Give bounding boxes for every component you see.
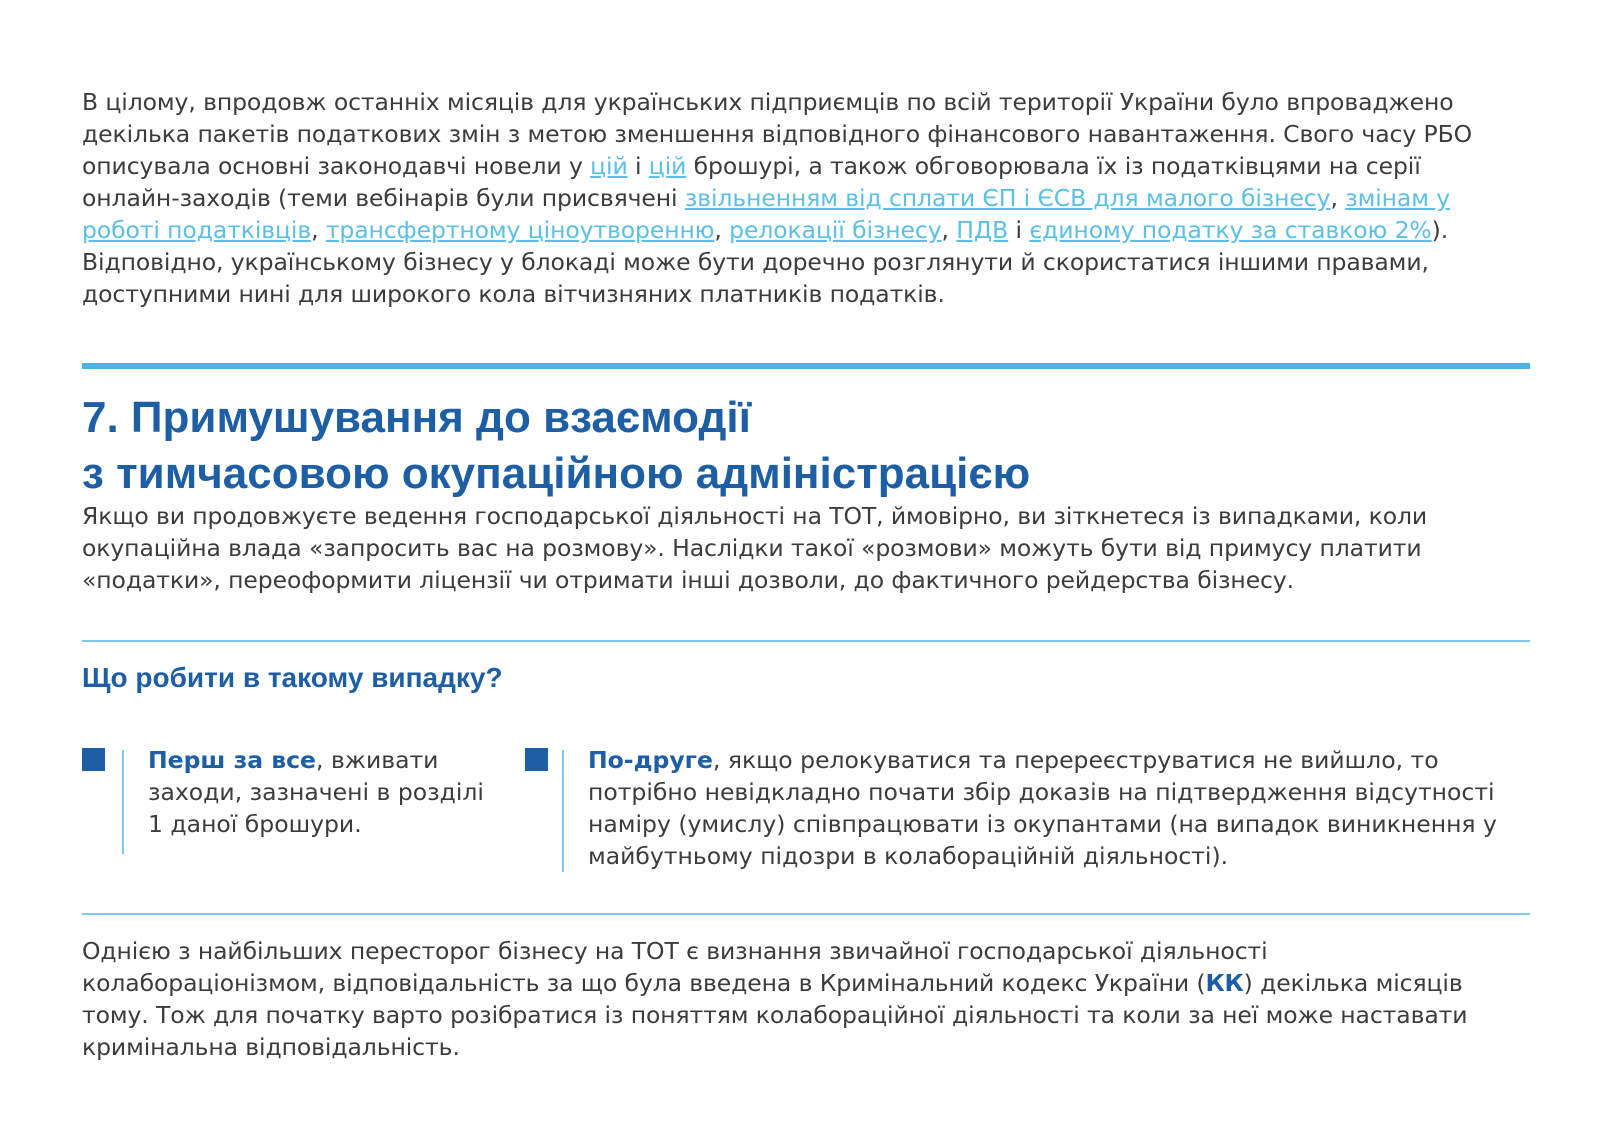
intro-text: брошурі, а також обговорювала їх із податківцями на серії онлайн-заходів (теми вебінарів були присвячені (82, 152, 1421, 212)
intro-paragraph (82, 86, 1522, 310)
divider (82, 640, 1530, 642)
brochure-link-2[interactable]: цій (648, 152, 687, 180)
step-1-text: , вживати заходи, зазначені в розділі 1 даної брошури. (148, 746, 484, 838)
closing-text: ) декілька місяців тому. Тож для початку варто розібратися із поняттям колабораційної діяльності та коли за неї може наставати кримінальна відповідальність. (82, 969, 1468, 1061)
step-bar (562, 750, 564, 872)
webinar-link-ep-esv[interactable]: звільненням від сплати ЄП і ЄСВ для малого бізнесу (684, 184, 1331, 212)
step-bar (122, 750, 124, 854)
step-2 (588, 744, 1528, 872)
webinar-link-vat[interactable]: ПДВ (956, 216, 1009, 244)
kk-abbreviation: КК (1205, 969, 1244, 997)
webinar-link-transfer-pricing[interactable]: трансфертному ціноутворенню (325, 216, 715, 244)
question-heading: Що робити в такому випадку? (82, 662, 503, 693)
divider (82, 913, 1530, 915)
closing-text: Однією з найбільших пересторог бізнесу на ТОТ є визнання звичайної господарської діяльності колабораціонізмом, відповідальність за що була введена в Кримінальний кодекс України ( (82, 937, 1268, 997)
webinar-link-tax-office[interactable]: змінам у роботі податківців (82, 184, 1451, 244)
intro-text: і (1008, 216, 1030, 244)
section-title (82, 390, 1030, 502)
webinar-link-relocation[interactable]: релокації бізнесу (729, 216, 942, 244)
section-title-line-2: з тимчасовою окупаційною адміністрацією (82, 449, 1031, 498)
intro-text: і (627, 152, 649, 180)
brochure-link-1[interactable]: цій (590, 152, 628, 180)
step-1-lead: Перш за все (148, 746, 316, 774)
intro-text: В цілому, впродовж останніх місяців для українських підприємців по всій території України було впроваджено декілька пакетів податкових змін з метою зменшення відповідного фінансового навантаження. Свого часу РБО описувала основні законодавчі новели у (82, 88, 1472, 180)
step-1 (148, 744, 498, 840)
bullet-square (525, 748, 548, 771)
intro-text: , (941, 216, 957, 244)
intro-text: ). Відповідно, українському бізнесу у блокаді може бути доречно розглянути й скористатися іншими правами, доступними нині для широкого кола вітчизняних платників податків. (82, 216, 1449, 308)
webinar-link-single-tax[interactable]: єдиному податку за ставкою 2% (1029, 216, 1432, 244)
section-divider (82, 363, 1530, 369)
section-title-line-1: 7. Примушування до взаємодії (82, 393, 751, 442)
intro-text: , (1330, 184, 1346, 212)
closing-paragraph (82, 935, 1502, 1063)
intro-text: , (714, 216, 730, 244)
section-body: Якщо ви продовжуєте ведення господарської діяльності на ТОТ, ймовірно, ви зіткнетеся із випадками, коли окупаційна влада «запросить вас на розмову». Наслідки такої «розмови» можуть бути від примусу платити «податки», переоформити ліцензії чи отримати інші дозволи, до фактичного рейдерства бізнесу. (82, 502, 1428, 594)
intro-text: , (311, 216, 326, 244)
step-2-text: , якщо релокуватися та перереєструватися не вийшло, то потрібно невідкладно почати збір доказів на підтвердження відсутності наміру (умислу) співпрацювати із окупантами (на випадок виникнення у майбутньому підозри в колабораційній діяльності). (588, 746, 1497, 870)
step-2-lead: По-друге (588, 746, 713, 774)
bullet-square (82, 748, 105, 771)
